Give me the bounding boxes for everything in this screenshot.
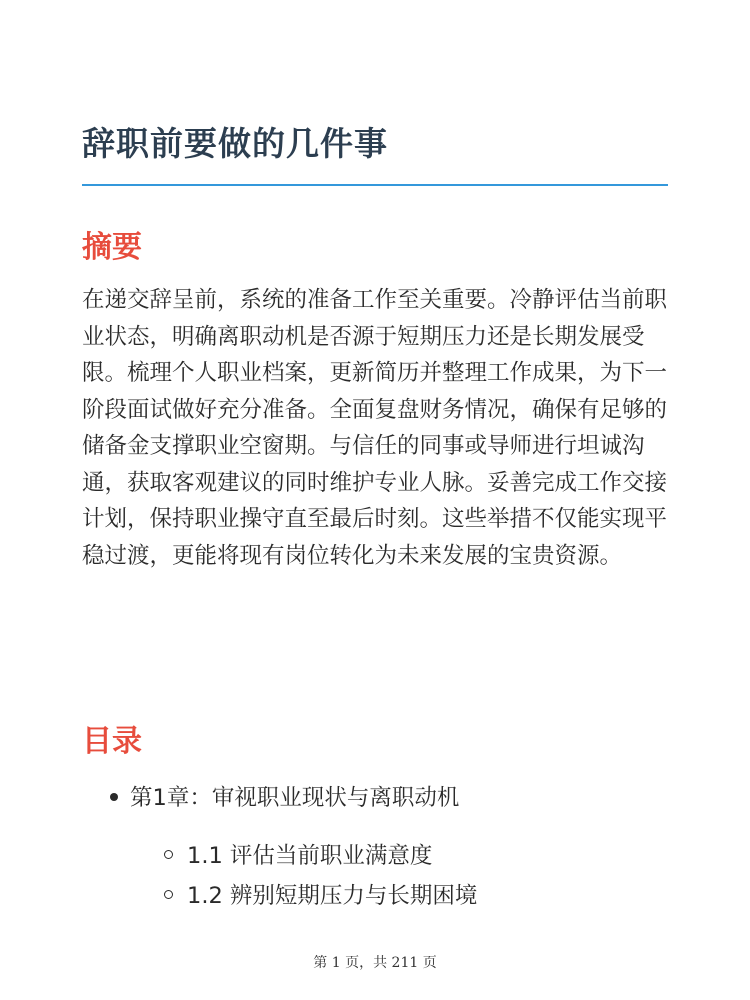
toc-heading: 目录 (82, 724, 142, 759)
toc-section-item[interactable] (164, 878, 477, 910)
page-footer: 第 1 页，共 211 页 (313, 955, 437, 971)
bullet-dot-icon (110, 793, 118, 801)
toc-section-label: 1.1 评估当前职业满意度 (187, 843, 433, 869)
toc-chapter-item[interactable] (110, 780, 459, 812)
bullet-circle-icon (164, 890, 173, 899)
toc-section-label: 1.2 辨别短期压力与长期困境 (187, 883, 478, 909)
title-divider (82, 184, 668, 186)
summary-paragraph: 在递交辞呈前，系统的准备工作至关重要。冷静评估当前职业状态，明确离职动机是否源于短期压力还是长期发展受限。梳理个人职业档案，更新简历并整理工作成果，为下一阶段面试做好充分准备。全面复盘财务情况，确保有足够的储备金支撑职业空窗期。与信任的同事或导师进行坦诚沟通，获取客观建议的同时维护专业人脉。妥善完成工作交接计划，保持职业操守直至最后时刻。这些举措不仅能实现平稳过渡，更能将现有岗位转化为未来发展的宝贵资源。 (82, 287, 668, 569)
toc-section-item[interactable] (164, 838, 432, 870)
toc-chapter-label: 第1章：审视职业现状与离职动机 (130, 785, 460, 811)
summary-heading: 摘要 (82, 230, 142, 265)
document-title: 辞职前要做的几件事 (82, 124, 388, 163)
bullet-circle-icon (164, 850, 173, 859)
